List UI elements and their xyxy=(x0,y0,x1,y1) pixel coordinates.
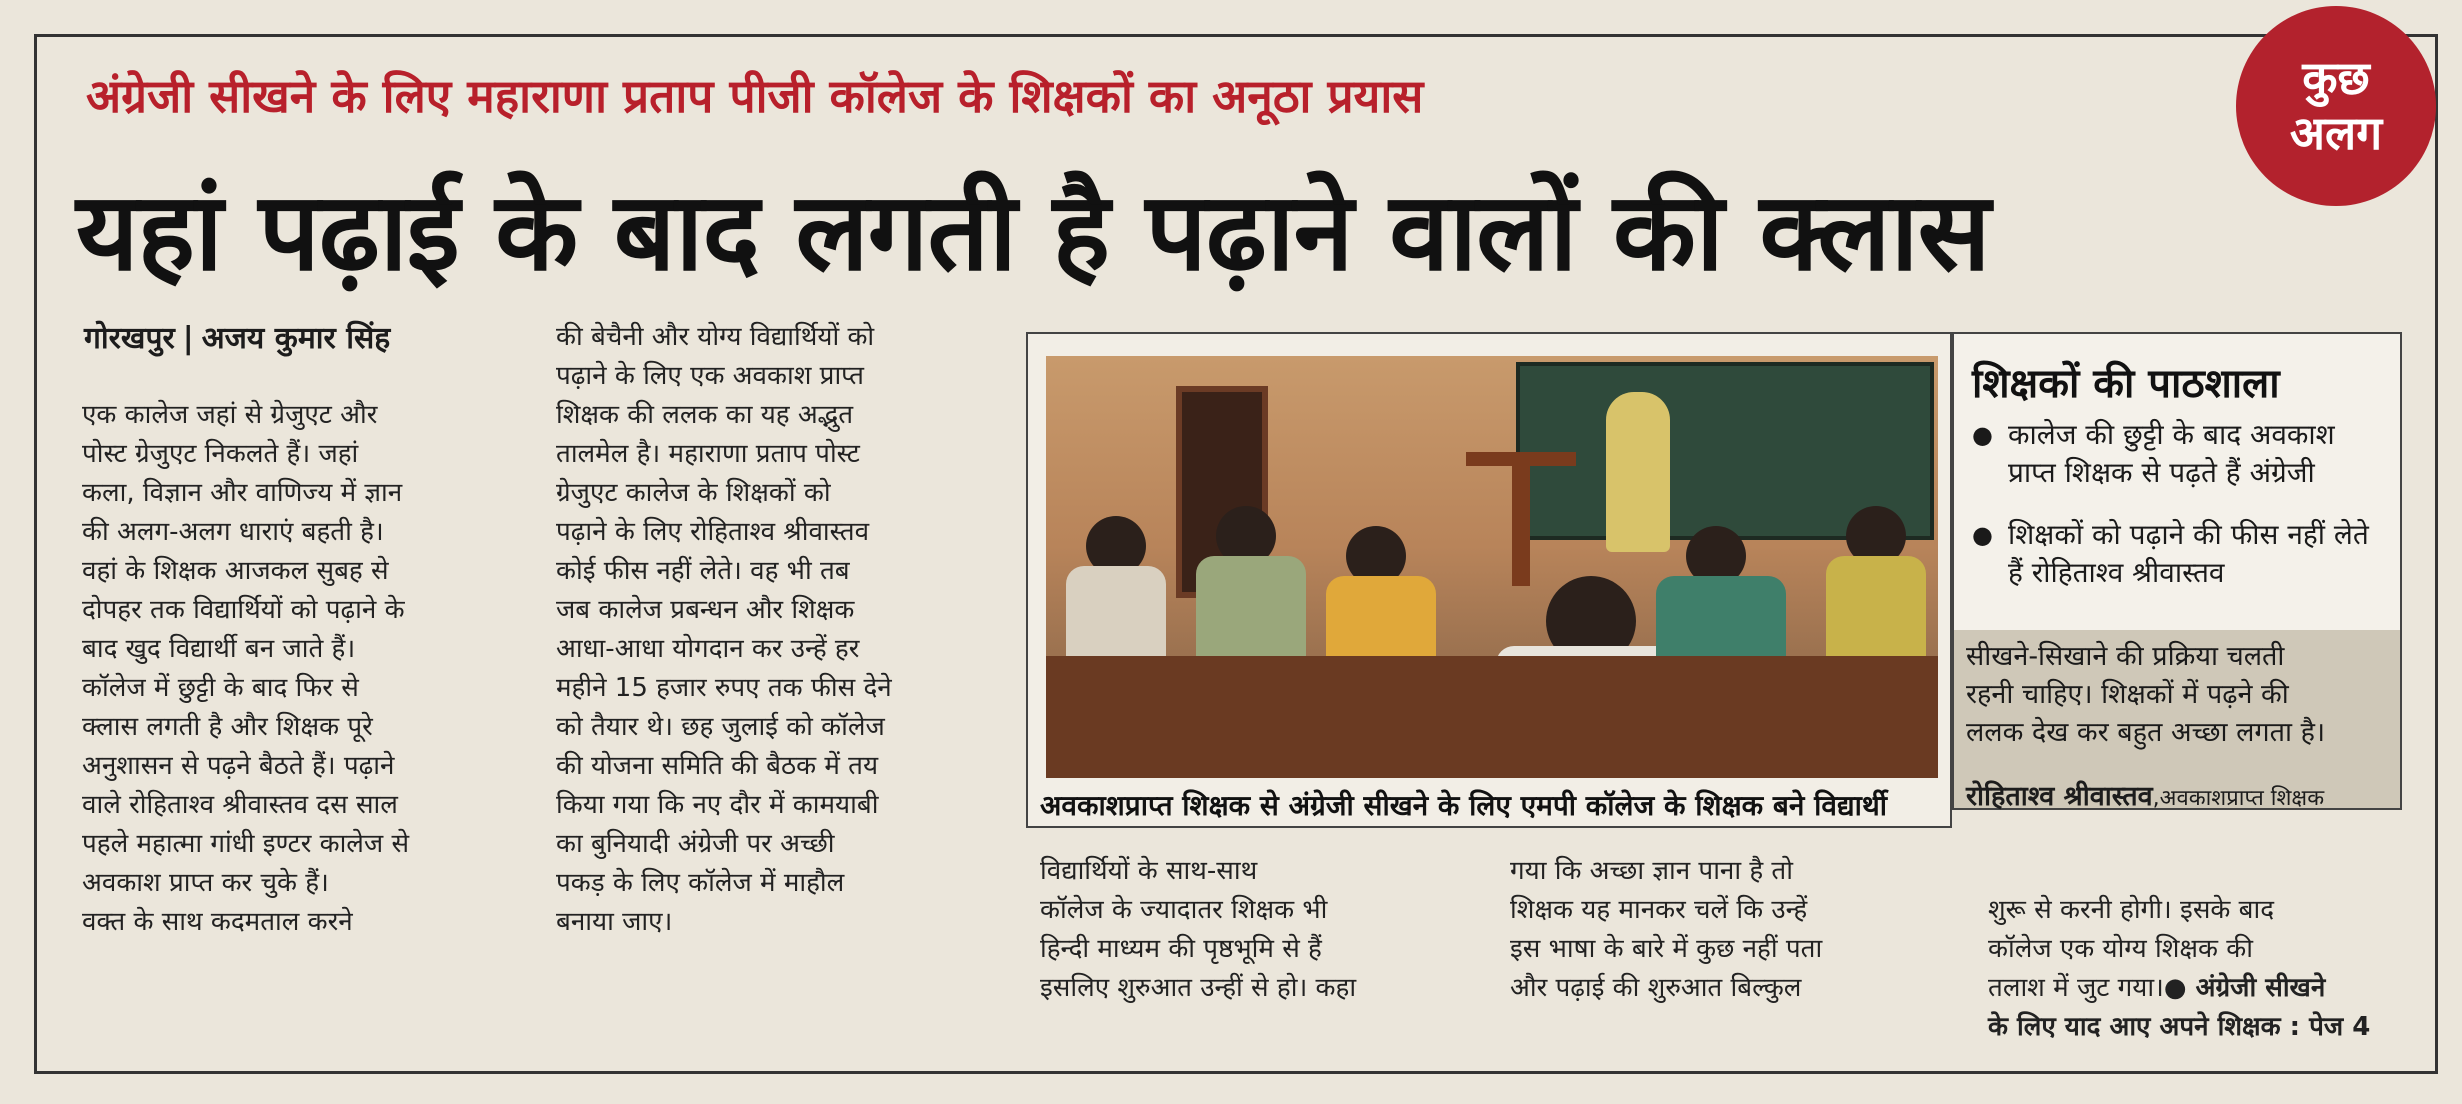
headline: यहां पढ़ाई के बाद लगती है पढ़ाने वालों की क्लास xyxy=(76,170,1990,295)
column-1: एक कालेज जहां से ग्रेजुएट और पोस्ट ग्रेजुएट निकलते हैं। जहां कला, विज्ञान और वाणिज्य में ज्ञान की अलग-अलग धाराएं बहती है। वहां के शिक्षक आजकल सुबह से दोपहर तक विद्यार्थियों को पढ़ाने के बाद खुद विद्यार्थी बन जाते हैं। कॉलेज में छुट्टी के बाद फिर से क्लास लगती है और शिक्षक पूरे अनुशासन से पढ़ने बैठते हैं। पढ़ाने वाले रोहिताश्व श्रीवास्तव दस साल पहले महात्मा गांधी इण्टर कालेज से अवकाश प्राप्त कर चुके हैं। वक्त के साथ कदमताल करने xyxy=(82,400,410,937)
student-body xyxy=(1066,566,1166,656)
column-3: विद्यार्थियों के साथ-साथ कॉलेज के ज्यादातर शिक्षक भी हिन्दी माध्यम की पृष्ठभूमि से हैं इसलिए शुरुआत उन्हीं से हो। कहा xyxy=(1040,856,1357,1003)
badge-line-1: कुछ xyxy=(2302,50,2370,105)
byline-place: गोरखपुर xyxy=(84,321,175,356)
badge-line-2: अलग xyxy=(2289,106,2383,160)
desk-row xyxy=(1046,656,1938,778)
sidebar-list xyxy=(1968,416,2388,616)
quote-name: रोहिताश्व श्रीवास्तव xyxy=(1966,781,2153,812)
classroom-photo xyxy=(1046,356,1938,778)
teacher-figure xyxy=(1606,392,1670,552)
page-reference: ● अंग्रेजी सीखने के लिए याद आए अपने शिक्षक : पेज 4 xyxy=(1988,973,2371,1042)
quote-role: ,अवकाशप्राप्त शिक्षक xyxy=(2152,786,2325,811)
byline: गोरखपुर | अजय कुमार सिंह xyxy=(84,321,391,356)
student-body xyxy=(1326,576,1436,666)
podium xyxy=(1466,452,1576,466)
podium-stand xyxy=(1512,466,1530,586)
byline-author: अजय कुमार सिंह xyxy=(201,321,391,356)
column-2: की बेचैनी और योग्य विद्यार्थियों को पढ़ाने के लिए एक अवकाश प्राप्त शिक्षक की ललक का यह अद्भुत तालमेल है। महाराणा प्रताप पोस्ट ग्रेजुएट कालेज के शिक्षकों को पढ़ाने के लिए रोहिताश्व श्रीवास्तव कोई फीस नहीं लेते। वह भी तब जब कालेज प्रबन्धन और शिक्षक आधा-आधा योगदान कर उन्हें हर महीने 15 हजार रुपए तक फीस देने को तैयार थे। छह जुलाई को कॉलेज की योजना समिति की बैठक में तय किया गया कि नए दौर में कामयाबी का बुनियादी अंग्रेजी पर अच्छी पकड़ के लिए कॉलेज में माहौल बनाया जाए। xyxy=(556,322,892,937)
section-badge xyxy=(2236,6,2436,206)
column-5 xyxy=(1988,852,2408,1047)
student-body xyxy=(1196,556,1306,656)
sidebar-title: शिक्षकों की पाठशाला xyxy=(1972,361,2280,407)
column-5-text: शुरू से करनी होगी। इसके बाद कॉलेज एक योग्य शिक्षक की तलाश में जुट गया। xyxy=(1988,895,2275,1003)
sidebar-item: ● शिक्षकों को पढ़ाने की फीस नहीं लेते हैं रोहिताश्व श्रीवास्तव xyxy=(1968,516,2388,592)
quote-box: सीखने-सिखाने की प्रक्रिया चलती रहनी चाहिए। शिक्षकों में पढ़ने की ललक देख कर बहुत अच्छा लगता है। xyxy=(1954,630,2400,808)
photo-caption: अवकाशप्राप्त शिक्षक से अंग्रेजी सीखने के लिए एमपी कॉलेज के शिक्षक बने विद्यार्थी xyxy=(1040,789,1888,822)
column-4: गया कि अच्छा ज्ञान पाना है तो शिक्षक यह मानकर चलें कि उन्हें इस भाषा के बारे में कुछ नहीं पता और पढ़ाई की शुरुआत बिल्कुल xyxy=(1510,856,1823,1003)
kicker: अंग्रेजी सीखने के लिए महाराणा प्रताप पीजी कॉलेज के शिक्षकों का अनूठा प्रयास xyxy=(86,69,1424,123)
sidebar-item: ● कालेज की छुट्टी के बाद अवकाश प्राप्त शिक्षक से पढ़ते हैं अंग्रेजी xyxy=(1968,416,2388,492)
quote-attribution xyxy=(1966,776,2324,813)
